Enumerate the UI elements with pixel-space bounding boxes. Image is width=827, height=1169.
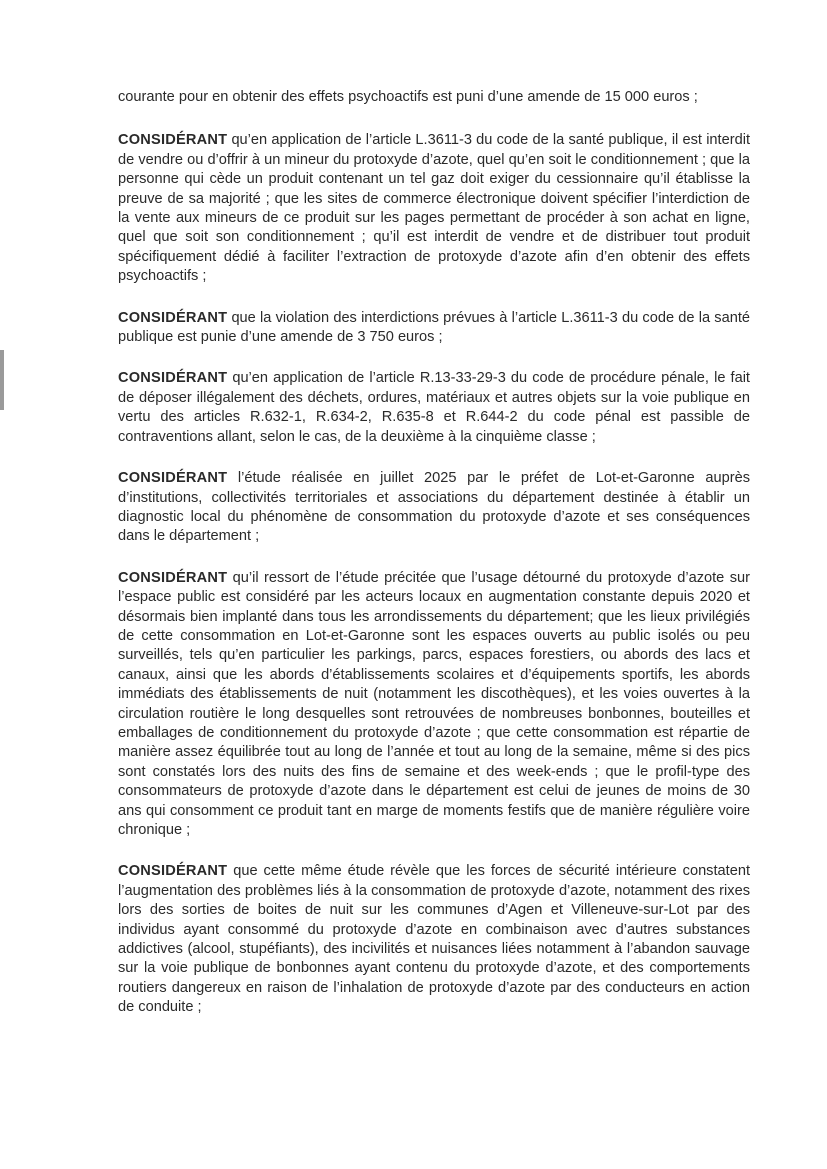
paragraph-continuation bbox=[118, 88, 750, 107]
document-body bbox=[118, 88, 750, 1040]
paragraph-keyword: CONSIDÉRANT bbox=[118, 309, 228, 326]
paragraph-considerant-l3611-3 bbox=[118, 131, 750, 286]
paragraph-considerant-procedure-penale bbox=[118, 369, 750, 447]
paragraph-text: l’étude réalisée en juillet 2025 par le préfet de Lot-et-Garonne auprès d’institutions, collectivités territoriales et associations du département destinée à établir un diagnostic local du phénomène de consommation du protoxyde d’azote et ses conséquences dans le département ; bbox=[118, 470, 750, 545]
paragraph-text: qu’en application de l’article L.3611-3 du code de la santé publique, il est interdit de vendre ou d’offrir à un mineur du protoxyde d’azote, quel qu’en soit le conditionnement ; que la personne qui cède un produit contenant un tel gaz doit exiger du cessionnaire qu’il établisse la preuve de sa majorité ; que les sites de commerce électronique doivent spécifier l’interdiction de la vente aux mineurs de ce produit sur les pages permettant de procéder à son achat en ligne, quel que soit son conditionnement ; qu’il est interdit de vendre et de distribuer tout produit spécifiquement dédié à faciliter l’extraction de protoxyde d’azote afin d’en obtenir des effets psychoactifs ; bbox=[118, 132, 750, 285]
paragraph-considerant-etude bbox=[118, 469, 750, 547]
paragraph-keyword: CONSIDÉRANT bbox=[118, 863, 228, 880]
paragraph-keyword: CONSIDÉRANT bbox=[118, 370, 228, 387]
scan-edge-mark bbox=[0, 350, 4, 410]
paragraph-considerant-amende bbox=[118, 309, 750, 348]
paragraph-keyword: CONSIDÉRANT bbox=[118, 470, 228, 487]
paragraph-considerant-securite bbox=[118, 862, 750, 1017]
paragraph-keyword: CONSIDÉRANT bbox=[118, 569, 228, 586]
paragraph-text: courante pour en obtenir des effets psychoactifs est puni d’une amende de 15 000 euros ; bbox=[118, 89, 698, 105]
paragraph-text: qu’en application de l’article R.13-33-29-3 du code de procédure pénale, le fait de déposer illégalement des déchets, ordures, matériaux et autres objets sur la voie publique en vertu des articles R.632-1, R.634-2, R.635-8 et R.644-2 du code pénal est passible de contraventions allant, selon le cas, de la deuxième à la cinquième classe ; bbox=[118, 370, 750, 445]
paragraph-keyword: CONSIDÉRANT bbox=[118, 132, 228, 149]
paragraph-text: qu’il ressort de l’étude précitée que l’usage détourné du protoxyde d’azote sur l’espace public est considéré par les acteurs locaux en augmentation constante depuis 2020 et désormais bien implanté dans tous les arrondissements du département; que les lieux privilégiés de cette consommation en Lot-et-Garonne sont les espaces ouverts au public isolés ou peu surveillés, tels qu’en particulier les parkings, parcs, espaces forestiers, ou abords des lacs et canaux, ainsi que les abords d’établissements scolaires et d’équipements sportifs, les abords immédiats des établissements de nuit (notamment les discothèques), et les voies ouvertes à la circulation routière le long desquelles sont retrouvées de nombreuses bonbonnes, bouteilles et emballages de conditionnement du protoxyde d’azote ; que cette consommation est répartie de manière assez équilibrée tout au long de l’année et tout au long de la semaine, même si des pics sont constatés lors des nuits des fins de semaine et des week-ends ; que le profil-type des consommateurs de protoxyde d’azote dans le département est celui de jeunes de moins de 30 ans qui consomment ce produit tant en marge de moments festifs que de manière régulière voire chronique ; bbox=[118, 569, 750, 838]
paragraph-text: que la violation des interdictions prévues à l’article L.3611-3 du code de la santé publique est punie d’une amende de 3 750 euros ; bbox=[118, 309, 750, 346]
paragraph-text: que cette même étude révèle que les forces de sécurité intérieure constatent l’augmentation des problèmes liés à la consommation de protoxyde d’azote, notamment des rixes lors des sorties de boites de nuit sur les communes d’Agen et Villeneuve-sur-Lot par des individus ayant consommé du protoxyde d’azote en combinaison avec d’autres substances addictives (alcool, stupéfiants), des incivilités et nuisances liées notamment à l’abandon sauvage sur la voie publique de bonbonnes ayant contenu du protoxyde d’azote, et des comportements routiers dangereux en raison de l’inhalation de protoxyde d’azote par des conducteurs en action de conduite ; bbox=[118, 863, 750, 1016]
paragraph-considerant-usage bbox=[118, 569, 750, 841]
